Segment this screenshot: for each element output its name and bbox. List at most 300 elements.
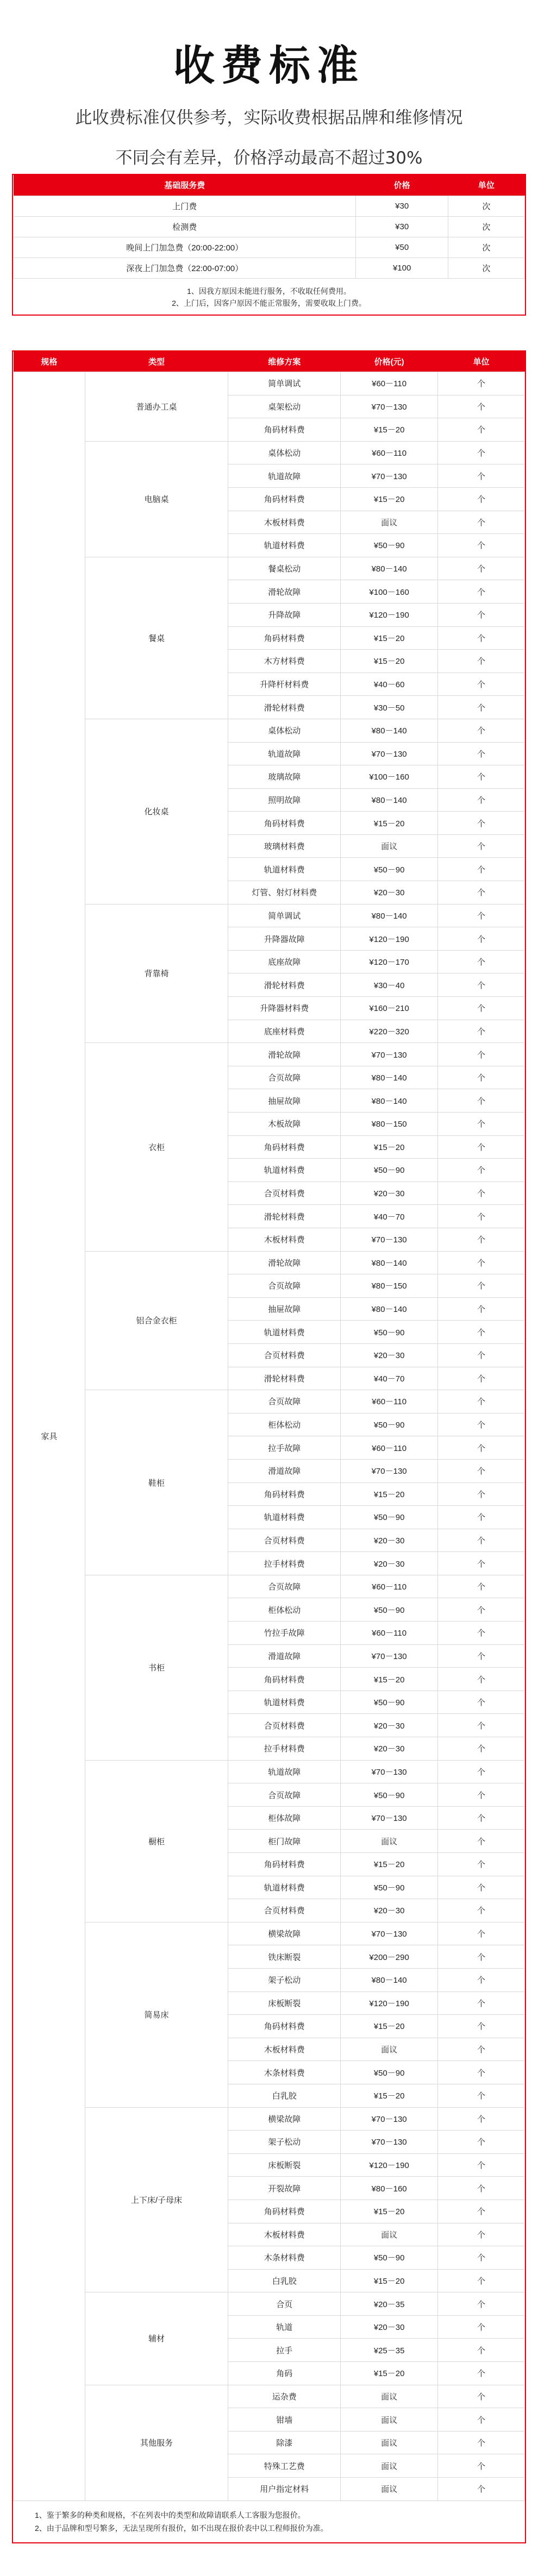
repair-plan: 拉手材料费 [228, 1552, 341, 1575]
unit: 个 [438, 1783, 525, 1807]
price: 面议 [341, 2454, 438, 2478]
price: ¥80－140 [341, 1089, 438, 1113]
price: ¥20－30 [341, 1182, 438, 1205]
repair-plan: 滑道故障 [228, 1459, 341, 1482]
repair-plan: 床板断裂 [228, 1991, 341, 2015]
price: ¥50－90 [341, 1321, 438, 1344]
service-name: 检测费 [14, 216, 356, 237]
repair-plan: 轨道材料费 [228, 1321, 341, 1344]
price: ¥25－35 [341, 2339, 438, 2362]
repair-plan: 铁床断裂 [228, 1945, 341, 1969]
repair-plan: 角码材料费 [228, 626, 341, 650]
unit: 个 [438, 1922, 525, 1945]
hero [0, 0, 538, 174]
price: ¥40－70 [341, 1205, 438, 1228]
price: ¥50－90 [341, 2061, 438, 2084]
table-row [14, 1043, 525, 1066]
price: ¥60－110 [341, 1390, 438, 1413]
base-fee-notes [13, 279, 525, 315]
repair-plan: 架子松动 [228, 1968, 341, 1991]
price: 面议 [341, 2223, 438, 2246]
price: ¥80－160 [341, 2177, 438, 2200]
repair-plan: 除漆 [228, 2431, 341, 2454]
repair-plan: 木方材料费 [228, 650, 341, 673]
table-row [14, 904, 525, 927]
intro-line-2: 不同会有差异，价格浮动最高不超过30% [115, 148, 423, 168]
header-unit: 单位 [448, 175, 524, 196]
unit: 个 [438, 395, 525, 418]
unit: 个 [438, 1459, 525, 1482]
header-price: 价格 [356, 175, 448, 196]
price: ¥50－90 [341, 1598, 438, 1622]
unit: 个 [438, 2339, 525, 2362]
price: ¥120－190 [341, 927, 438, 951]
price: ¥15－20 [341, 1135, 438, 1159]
header-service: 基础服务费 [14, 175, 356, 196]
price: 面议 [341, 2408, 438, 2432]
price: ¥120－190 [341, 2153, 438, 2177]
unit: 个 [438, 1644, 525, 1668]
price: ¥60－110 [341, 1622, 438, 1645]
unit: 个 [438, 2408, 525, 2432]
price: ¥15－20 [341, 1853, 438, 1876]
price: ¥70－130 [341, 464, 438, 488]
repair-plan: 合页材料费 [228, 1529, 341, 1552]
repair-plan: 合页故障 [228, 1274, 341, 1298]
service-unit: 次 [448, 196, 524, 216]
repair-plan: 柜体故障 [228, 1806, 341, 1830]
price: ¥70－130 [341, 1760, 438, 1783]
unit: 个 [438, 1737, 525, 1761]
price: ¥200－290 [341, 1945, 438, 1969]
repair-plan: 升降器材料费 [228, 997, 341, 1020]
unit: 个 [438, 1436, 525, 1460]
price: ¥80－140 [341, 1251, 438, 1274]
price: ¥70－130 [341, 1228, 438, 1251]
unit: 个 [438, 1182, 525, 1205]
type-cell: 铝合金衣柜 [85, 1251, 228, 1390]
unit: 个 [438, 1205, 525, 1228]
price: ¥160－210 [341, 997, 438, 1020]
unit: 个 [438, 1482, 525, 1506]
unit: 个 [438, 534, 525, 557]
repair-plan: 滑轮故障 [228, 1251, 341, 1274]
table-row [14, 2385, 525, 2408]
repair-plan: 钳墙 [228, 2408, 341, 2432]
service-unit: 次 [448, 257, 524, 278]
unit: 个 [438, 765, 525, 789]
unit: 个 [438, 696, 525, 719]
unit: 个 [438, 1390, 525, 1413]
price: ¥60－110 [341, 1436, 438, 1460]
unit: 个 [438, 2269, 525, 2292]
repair-plan: 轨道材料费 [228, 858, 341, 881]
repair-plan: 木板材料费 [228, 2223, 341, 2246]
unit: 个 [438, 1552, 525, 1575]
unit: 个 [438, 1066, 525, 1089]
unit: 个 [438, 1830, 525, 1853]
price: ¥15－20 [341, 626, 438, 650]
price: ¥80－140 [341, 1297, 438, 1321]
service-name: 晚间上门加急费（20:00-22:00） [14, 237, 356, 257]
service-price: ¥100 [356, 257, 448, 278]
repair-plan: 白乳胶 [228, 2269, 341, 2292]
base-fee-table-box [12, 174, 526, 316]
repair-plan: 合页故障 [228, 1390, 341, 1413]
unit: 个 [438, 1691, 525, 1714]
price: ¥50－90 [341, 858, 438, 881]
unit: 个 [438, 927, 525, 951]
repair-plan: 桌体松动 [228, 441, 341, 464]
repair-plan: 滑轮故障 [228, 1043, 341, 1066]
unit: 个 [438, 1159, 525, 1182]
price: 面议 [341, 511, 438, 534]
base-fee-table [13, 175, 525, 279]
unit: 个 [438, 2292, 525, 2316]
repair-plan: 开裂故障 [228, 2177, 341, 2200]
type-cell: 上下床/子母床 [85, 2107, 228, 2292]
price: ¥30－40 [341, 973, 438, 997]
repair-plan: 升降故障 [228, 603, 341, 626]
detail-price-table [13, 351, 525, 2501]
unit: 个 [438, 464, 525, 488]
unit: 个 [438, 441, 525, 464]
type-cell: 化妆桌 [85, 719, 228, 904]
unit: 个 [438, 997, 525, 1020]
table-row [14, 441, 525, 464]
price: ¥15－20 [341, 487, 438, 511]
header-unit: 单位 [438, 351, 525, 372]
type-cell: 橱柜 [85, 1760, 228, 1922]
repair-plan: 柜体松动 [228, 1598, 341, 1622]
unit: 个 [438, 603, 525, 626]
detail-note-2: 2、由于品牌和型号繁多，无法呈现所有报价，如不出现在报价表中以工程师报价为准。 [35, 2523, 328, 2533]
unit: 个 [438, 1668, 525, 1691]
price: ¥80－150 [341, 1274, 438, 1298]
repair-plan: 木板材料费 [228, 2038, 341, 2061]
unit: 个 [438, 2200, 525, 2223]
repair-plan: 角码材料费 [228, 1853, 341, 1876]
table-row [14, 2107, 525, 2131]
repair-plan: 特殊工艺费 [228, 2454, 341, 2478]
detail-price-table-box [12, 350, 526, 2543]
table-row [14, 257, 525, 278]
unit: 个 [438, 2131, 525, 2154]
repair-plan: 玻璃故障 [228, 765, 341, 789]
price: ¥15－20 [341, 1482, 438, 1506]
repair-plan: 轨道材料费 [228, 534, 341, 557]
price: ¥15－20 [341, 650, 438, 673]
price: ¥40－70 [341, 1367, 438, 1390]
unit: 个 [438, 1135, 525, 1159]
repair-plan: 轨道 [228, 2315, 341, 2339]
repair-plan: 滑道故障 [228, 1644, 341, 1668]
repair-plan: 角码材料费 [228, 1135, 341, 1159]
unit: 个 [438, 372, 525, 395]
unit: 个 [438, 580, 525, 604]
repair-plan: 拉手材料费 [228, 1737, 341, 1761]
price: ¥15－20 [341, 812, 438, 835]
price: ¥15－20 [341, 2084, 438, 2107]
repair-plan: 玻璃材料费 [228, 834, 341, 858]
unit: 个 [438, 973, 525, 997]
price: ¥20－35 [341, 2292, 438, 2316]
spec-cell: 家具 [14, 372, 85, 2501]
price: ¥50－90 [341, 1159, 438, 1182]
table-header-row [14, 175, 525, 196]
unit: 个 [438, 1876, 525, 1899]
price: ¥80－140 [341, 1968, 438, 1991]
price: ¥70－130 [341, 2131, 438, 2154]
unit: 个 [438, 1228, 525, 1251]
unit: 个 [438, 1297, 525, 1321]
unit: 个 [438, 2431, 525, 2454]
repair-plan: 运杂费 [228, 2385, 341, 2408]
unit: 个 [438, 1251, 525, 1274]
detail-price-rows [14, 372, 525, 2501]
repair-plan: 合页 [228, 2292, 341, 2316]
price: ¥20－30 [341, 1529, 438, 1552]
unit: 个 [438, 2084, 525, 2107]
price: ¥20－30 [341, 1343, 438, 1367]
price: ¥50－90 [341, 1783, 438, 1807]
price: ¥40－60 [341, 673, 438, 696]
service-price: ¥30 [356, 216, 448, 237]
unit: 个 [438, 2153, 525, 2177]
unit: 个 [438, 1413, 525, 1436]
unit: 个 [438, 1899, 525, 1922]
table-row [14, 1390, 525, 1413]
unit: 个 [438, 2385, 525, 2408]
price: ¥100－160 [341, 580, 438, 604]
repair-plan: 白乳胶 [228, 2084, 341, 2107]
type-cell: 其他服务 [85, 2385, 228, 2500]
repair-plan: 木条材料费 [228, 2246, 341, 2270]
price: ¥20－30 [341, 881, 438, 904]
unit: 个 [438, 418, 525, 442]
repair-plan: 合页故障 [228, 1066, 341, 1089]
table-row [14, 1575, 525, 1598]
repair-plan: 角码材料费 [228, 418, 341, 442]
repair-plan: 桌架松动 [228, 395, 341, 418]
table-row [14, 1760, 525, 1783]
unit: 个 [438, 950, 525, 973]
price: ¥60－110 [341, 441, 438, 464]
price: ¥80－140 [341, 1066, 438, 1089]
price: ¥120－170 [341, 950, 438, 973]
price: ¥20－30 [341, 1737, 438, 1761]
price: ¥50－90 [341, 2246, 438, 2270]
table-row [14, 196, 525, 216]
unit: 个 [438, 673, 525, 696]
price: ¥70－130 [341, 1922, 438, 1945]
repair-plan: 角码材料费 [228, 1668, 341, 1691]
unit: 个 [438, 2362, 525, 2385]
unit: 个 [438, 1274, 525, 1298]
repair-plan: 滑轮材料费 [228, 696, 341, 719]
table-row [14, 1922, 525, 1945]
repair-plan: 滑轮故障 [228, 580, 341, 604]
table-header-row [14, 351, 525, 372]
price: ¥120－190 [341, 603, 438, 626]
unit: 个 [438, 1853, 525, 1876]
unit: 个 [438, 2315, 525, 2339]
price: ¥50－90 [341, 1413, 438, 1436]
repair-plan: 柜体松动 [228, 1413, 341, 1436]
price: ¥50－90 [341, 534, 438, 557]
repair-plan: 餐桌松动 [228, 557, 341, 580]
price: ¥15－20 [341, 2015, 438, 2038]
type-cell: 背靠椅 [85, 904, 228, 1043]
repair-plan: 底座材料费 [228, 1020, 341, 1043]
unit: 个 [438, 487, 525, 511]
detail-notes [13, 2501, 525, 2542]
type-cell: 书柜 [85, 1575, 228, 1760]
price: ¥70－130 [341, 742, 438, 765]
service-price: ¥50 [356, 237, 448, 257]
price: ¥15－20 [341, 418, 438, 442]
unit: 个 [438, 626, 525, 650]
unit: 个 [438, 1760, 525, 1783]
page-title: 收费标准 [173, 41, 365, 90]
price: ¥20－30 [341, 2315, 438, 2339]
detail-note-1: 1、鉴于繁多的种类和规格，不在列表中的类型和故障请联系人工客服为您报价。 [35, 2510, 305, 2520]
price: ¥80－150 [341, 1113, 438, 1136]
price: ¥70－130 [341, 1043, 438, 1066]
price: ¥50－90 [341, 1506, 438, 1529]
type-cell: 简易床 [85, 1922, 228, 2107]
repair-plan: 角码材料费 [228, 487, 341, 511]
price: 面议 [341, 2385, 438, 2408]
price: ¥80－140 [341, 719, 438, 742]
unit: 个 [438, 557, 525, 580]
repair-plan: 轨道材料费 [228, 1159, 341, 1182]
repair-plan: 床板断裂 [228, 2153, 341, 2177]
type-cell: 鞋柜 [85, 1390, 228, 1575]
table-row [14, 1251, 525, 1274]
unit: 个 [438, 2478, 525, 2501]
type-cell: 电脑桌 [85, 441, 228, 557]
price: 面议 [341, 2038, 438, 2061]
unit: 个 [438, 1622, 525, 1645]
repair-plan: 轨道故障 [228, 1760, 341, 1783]
price: ¥100－160 [341, 765, 438, 789]
service-price: ¥30 [356, 196, 448, 216]
repair-plan: 轨道材料费 [228, 1691, 341, 1714]
header-type: 类型 [85, 351, 228, 372]
repair-plan: 木板故障 [228, 1113, 341, 1136]
unit: 个 [438, 1113, 525, 1136]
repair-plan: 角码 [228, 2362, 341, 2385]
unit: 个 [438, 904, 525, 927]
repair-plan: 简单调试 [228, 904, 341, 927]
unit: 个 [438, 2246, 525, 2270]
unit: 个 [438, 511, 525, 534]
repair-plan: 木板材料费 [228, 511, 341, 534]
unit: 个 [438, 2454, 525, 2478]
service-name: 上门费 [14, 196, 356, 216]
price: ¥15－20 [341, 2200, 438, 2223]
unit: 个 [438, 1506, 525, 1529]
price: 面议 [341, 2478, 438, 2501]
repair-plan: 合页故障 [228, 1575, 341, 1598]
repair-plan: 柜门故障 [228, 1830, 341, 1853]
repair-plan: 木条材料费 [228, 2061, 341, 2084]
type-cell: 衣柜 [85, 1043, 228, 1251]
unit: 个 [438, 834, 525, 858]
unit: 个 [438, 1945, 525, 1969]
unit: 个 [438, 2038, 525, 2061]
table-row [14, 557, 525, 580]
unit: 个 [438, 1089, 525, 1113]
unit: 个 [438, 1343, 525, 1367]
base-note-2: 2、上门后，因客户原因不能正常服务，需要收取上门费。 [172, 298, 366, 307]
unit: 个 [438, 2223, 525, 2246]
price: ¥120－190 [341, 1991, 438, 2015]
unit: 个 [438, 812, 525, 835]
unit: 个 [438, 1714, 525, 1737]
unit: 个 [438, 1367, 525, 1390]
price: 面议 [341, 834, 438, 858]
type-cell: 辅材 [85, 2292, 228, 2385]
price: ¥70－130 [341, 1806, 438, 1830]
header-plan: 维修方案 [228, 351, 341, 372]
unit: 个 [438, 1043, 525, 1066]
type-cell: 餐桌 [85, 557, 228, 719]
repair-plan: 合页材料费 [228, 1899, 341, 1922]
unit: 个 [438, 650, 525, 673]
repair-plan: 角码材料费 [228, 2015, 341, 2038]
repair-plan: 合页材料费 [228, 1714, 341, 1737]
service-unit: 次 [448, 216, 524, 237]
repair-plan: 架子松动 [228, 2131, 341, 2154]
repair-plan: 轨道材料费 [228, 1876, 341, 1899]
repair-plan: 用户指定材料 [228, 2478, 341, 2501]
repair-plan: 滑轮材料费 [228, 1367, 341, 1390]
unit: 个 [438, 2177, 525, 2200]
repair-plan: 合页材料费 [228, 1343, 341, 1367]
repair-plan: 轨道材料费 [228, 1506, 341, 1529]
intro-line-1: 此收费标准仅供参考，实际收费根据品牌和维修情况 [75, 108, 463, 128]
repair-plan: 横梁故障 [228, 2107, 341, 2131]
unit: 个 [438, 719, 525, 742]
unit: 个 [438, 788, 525, 812]
unit: 个 [438, 742, 525, 765]
repair-plan: 升降器故障 [228, 927, 341, 951]
price: 面议 [341, 1830, 438, 1853]
repair-plan: 木板材料费 [228, 1228, 341, 1251]
unit: 个 [438, 1806, 525, 1830]
repair-plan: 升降杆材料费 [228, 673, 341, 696]
price: ¥20－30 [341, 1899, 438, 1922]
repair-plan: 竹拉手故障 [228, 1622, 341, 1645]
price: ¥15－20 [341, 1668, 438, 1691]
header-price: 价格(元) [341, 351, 438, 372]
price: ¥70－130 [341, 2107, 438, 2131]
unit: 个 [438, 2015, 525, 2038]
repair-plan: 照明故障 [228, 788, 341, 812]
repair-plan: 拉手 [228, 2339, 341, 2362]
repair-plan: 滑轮材料费 [228, 1205, 341, 1228]
repair-plan: 简单调试 [228, 372, 341, 395]
header-spec: 规格 [14, 351, 85, 372]
unit: 个 [438, 1575, 525, 1598]
price: ¥20－30 [341, 1552, 438, 1575]
repair-plan: 桌体松动 [228, 719, 341, 742]
repair-plan: 合页材料费 [228, 1182, 341, 1205]
price: ¥70－130 [341, 1459, 438, 1482]
repair-plan: 底座故障 [228, 950, 341, 973]
